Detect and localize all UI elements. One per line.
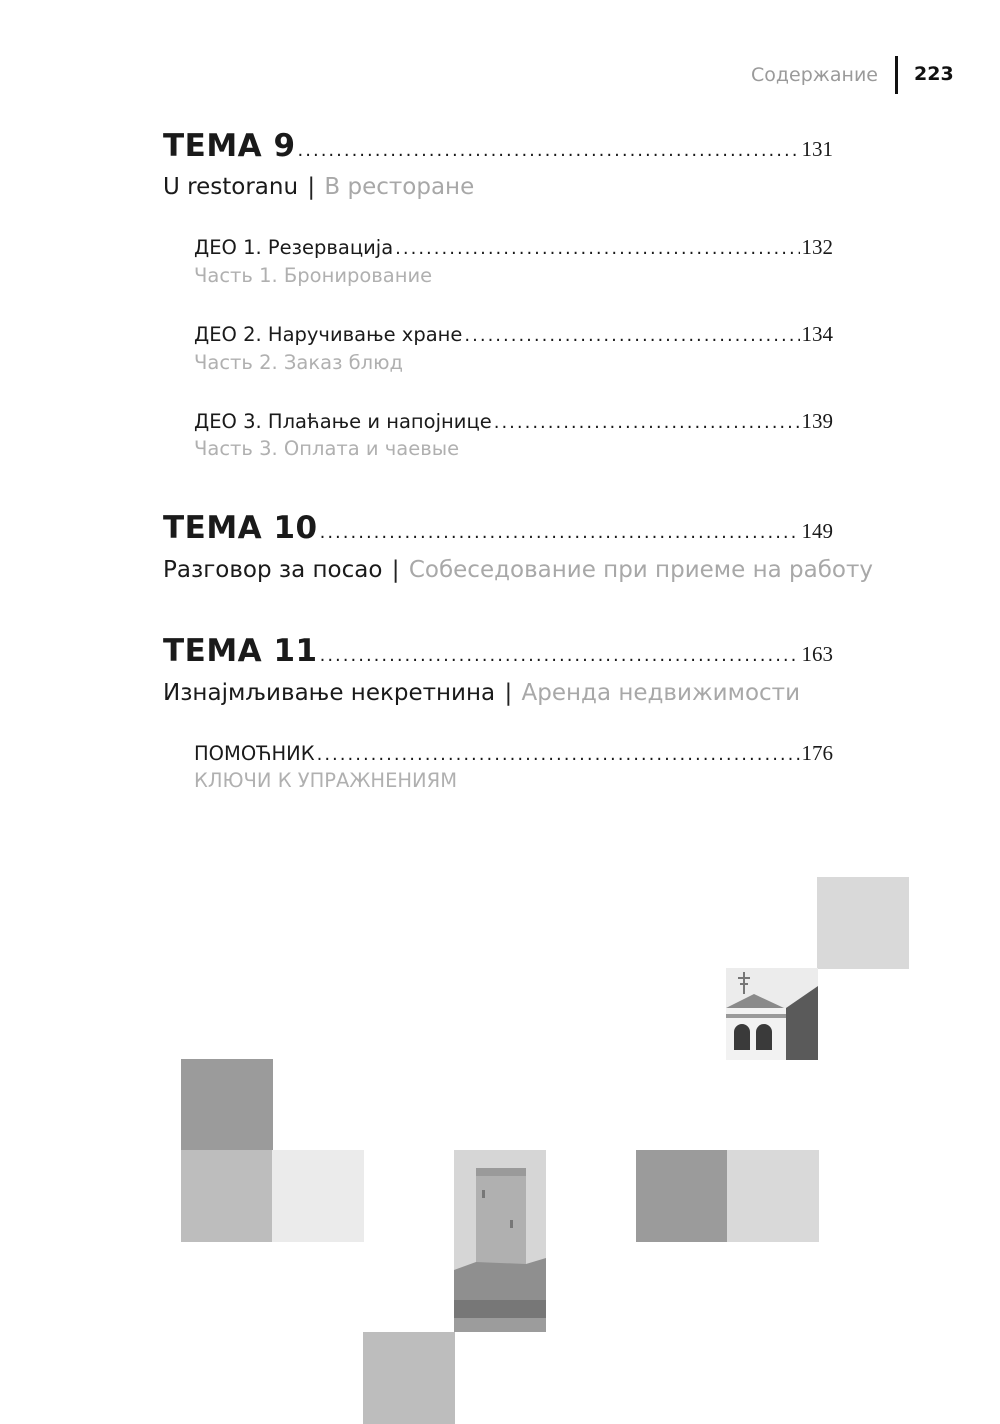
decor-square bbox=[817, 877, 909, 969]
monastery-photo bbox=[726, 968, 818, 1060]
page-number: 223 bbox=[914, 63, 954, 85]
part-title: ДЕО 1. Резервација bbox=[194, 236, 394, 259]
topic-9-subtitle bbox=[163, 174, 474, 200]
subtitle-serbian: U restoranu bbox=[163, 174, 299, 200]
subtitle-separator: | bbox=[307, 174, 316, 200]
subtitle-russian: Собеседование при приеме на работу bbox=[408, 557, 874, 583]
topic-10-subtitle bbox=[163, 557, 873, 583]
dot-leader bbox=[395, 238, 799, 259]
fortress-tower-photo bbox=[454, 1150, 546, 1332]
appendix-page: 176 bbox=[801, 741, 833, 765]
subtitle-separator: | bbox=[504, 680, 513, 706]
decor-square bbox=[181, 1150, 273, 1242]
toc-entry-topic-10[interactable] bbox=[163, 510, 833, 546]
dot-leader bbox=[464, 325, 799, 346]
part-1-russian: Часть 1. Бронирование bbox=[194, 264, 433, 287]
subtitle-serbian: Разговор за посао bbox=[163, 557, 383, 583]
dot-leader bbox=[320, 522, 800, 543]
part-3-russian: Часть 3. Оплата и чаевые bbox=[194, 437, 460, 460]
part-page: 132 bbox=[801, 235, 833, 259]
topic-page: 149 bbox=[801, 519, 833, 543]
subtitle-separator: | bbox=[391, 557, 400, 583]
part-page: 134 bbox=[801, 322, 833, 346]
topic-page: 131 bbox=[801, 137, 833, 161]
decor-square bbox=[272, 1150, 364, 1242]
topic-title: ТЕМА 11 bbox=[163, 633, 318, 669]
part-title: ДЕО 2. Наручивање хране bbox=[194, 323, 463, 346]
section-title: Содержание bbox=[751, 64, 878, 86]
appendix-title: ПОМОЋНИК bbox=[194, 742, 315, 765]
dot-leader bbox=[317, 744, 800, 765]
decor-square bbox=[181, 1059, 273, 1151]
topic-title: ТЕМА 9 bbox=[163, 128, 296, 164]
topic-page: 163 bbox=[801, 642, 833, 666]
dot-leader bbox=[298, 140, 800, 161]
toc-entry-topic-9[interactable] bbox=[163, 128, 833, 164]
toc-entry-part-3[interactable] bbox=[194, 409, 833, 434]
dot-leader bbox=[320, 645, 800, 666]
subtitle-russian: Аренда недвижимости bbox=[521, 680, 801, 706]
appendix-russian: КЛЮЧИ К УПРАЖНЕНИЯМ bbox=[194, 769, 458, 792]
toc-entry-appendix[interactable] bbox=[194, 741, 833, 766]
decor-square bbox=[636, 1150, 728, 1242]
topic-11-subtitle bbox=[163, 680, 800, 706]
subtitle-russian: В ресторане bbox=[324, 174, 475, 200]
toc-entry-topic-11[interactable] bbox=[163, 633, 833, 669]
subtitle-serbian: Изнајмљивање некретнина bbox=[163, 680, 496, 706]
toc-entry-part-1[interactable] bbox=[194, 235, 833, 260]
part-title: ДЕО 3. Плаћање и напојнице bbox=[194, 410, 492, 433]
decor-square bbox=[727, 1150, 819, 1242]
decor-square bbox=[363, 1332, 455, 1424]
part-2-russian: Часть 2. Заказ блюд bbox=[194, 351, 404, 374]
dot-leader bbox=[494, 412, 800, 433]
part-page: 139 bbox=[801, 409, 833, 433]
topic-title: ТЕМА 10 bbox=[163, 510, 318, 546]
toc-entry-part-2[interactable] bbox=[194, 322, 833, 347]
